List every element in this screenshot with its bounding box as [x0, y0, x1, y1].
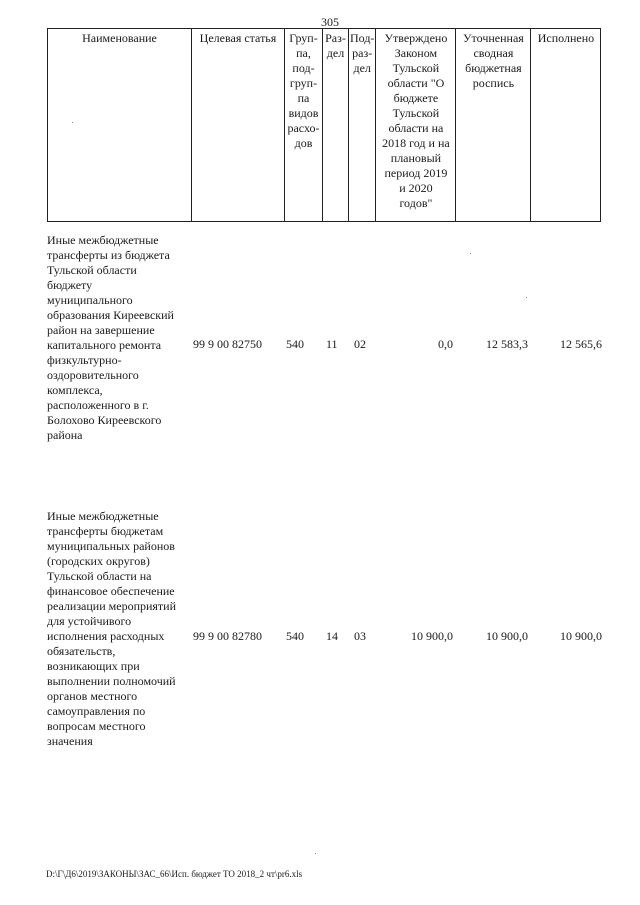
- header-executed: Исполнено: [531, 29, 601, 222]
- header-subsection: Под- раз- дел: [349, 29, 376, 222]
- row-code: 99 9 00 82780: [193, 629, 262, 643]
- footer-file-path: D:\Г\Д6\2019\ЗАКОНЫ\ЗАС_66\Исп. бюджет ТО 2018_2 чт\pr6.xls: [46, 869, 303, 879]
- row-executed: 10 900,0: [560, 629, 602, 643]
- scan-speck: [470, 253, 471, 254]
- scan-speck: [72, 122, 73, 123]
- header-approved: Утверждено Законом Тульской области "О бюджете Тульской области на 2018 год и на плановый период 2019 и 2020 годов": [376, 29, 456, 222]
- page-number: 305: [321, 15, 339, 29]
- row-approved: 10 900,0: [411, 629, 453, 643]
- row-refined: 10 900,0: [486, 629, 528, 643]
- row-subsection: 02: [354, 337, 366, 351]
- row-section: 14: [326, 629, 338, 643]
- row-group: 540: [286, 337, 304, 351]
- row-group: 540: [286, 629, 304, 643]
- row-approved: 0,0: [438, 337, 453, 351]
- header-table: [47, 28, 601, 222]
- header-expense-group: Груп- па, под- груп- па видов расхо- дов: [285, 29, 323, 222]
- row-name: Иные межбюджетные трансферты бюджетам муниципальных районов (городских округов) Тульской области на финансовое обеспечение реализации мероприятий для устойчивого исполнения расходных обязательств, возникающих при выполнении полномочий органов местного самоуправления по вопросам местного значения: [47, 509, 177, 748]
- scan-speck: [526, 297, 527, 298]
- header-target-article: Целевая статья: [192, 29, 285, 222]
- scan-speck: [315, 853, 316, 854]
- row-refined: 12 583,3: [486, 337, 528, 351]
- row-code: 99 9 00 82750: [193, 337, 262, 351]
- row-section: 11: [326, 337, 338, 351]
- row-executed: 12 565,6: [560, 337, 602, 351]
- header-refined: Уточненная сводная бюджетная роспись: [456, 29, 531, 222]
- row-subsection: 03: [354, 629, 366, 643]
- header-section: Раз- дел: [323, 29, 349, 222]
- row-name: Иные межбюджетные трансферты из бюджета Тульской области бюджету муниципального образования Киреевский район на завершение капитального ремонта физкультурно- оздоровительного комплекса, расположенного в г. Болохово Киреевского района: [47, 233, 174, 442]
- header-name: Наименование: [48, 29, 192, 222]
